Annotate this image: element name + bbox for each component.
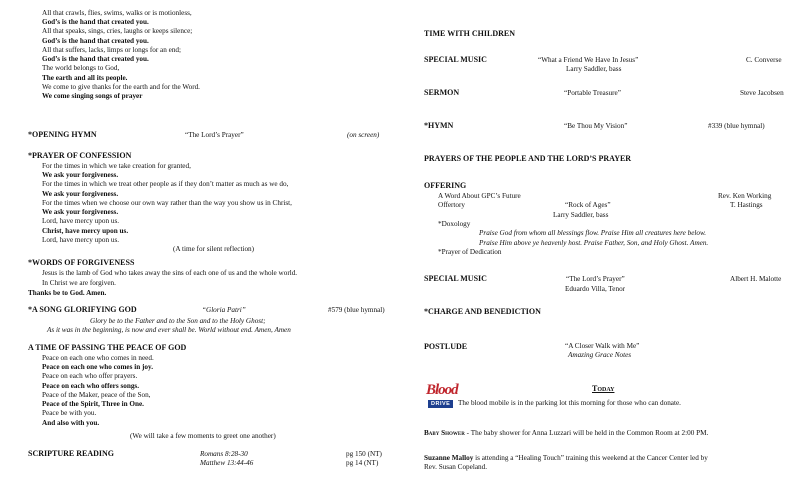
malloy-announcement [424, 454, 708, 463]
scripture-ref: Romans 8:28-30 [200, 450, 248, 458]
gloria-heading: *A SONG GLORIFYING GOD [28, 305, 137, 314]
peace-response: And also with you. [42, 418, 100, 427]
blood-drive-logo [426, 383, 458, 413]
peace-litany [42, 354, 154, 428]
peace-line: Peace on each who offer prayers. [42, 372, 138, 381]
confession-line: For the times in which we treat other people as if they don’t matter as much as we do, [42, 180, 289, 189]
scripture-page: pg 150 (NT) [346, 450, 382, 458]
special-music-performer: Larry Saddler, bass [566, 65, 622, 73]
special-music-heading: SPECIAL MUSIC [424, 55, 487, 64]
special-music-2-performer: Eduardo Villa, Tenor [565, 285, 626, 293]
offering-word: A Word About GPC’s Future [438, 192, 521, 200]
silent-reflection-note: (A time for silent reflection) [173, 245, 255, 253]
offering-heading: OFFERING [424, 181, 467, 190]
litany-response: God’s is the hand that created you. [42, 55, 149, 64]
peace-line: Peace of the Maker, peace of the Son, [42, 390, 151, 399]
forgiveness-line: Jesus is the lamb of God who takes away the sins of each one of us and the whole world. [42, 269, 298, 277]
forgiveness-heading: *WORDS OF FORGIVENESS [28, 258, 135, 267]
malloy-text-continued: Rev. Susan Copeland. [424, 463, 488, 471]
blood-drive-note: The blood mobile is in the parking lot this morning for those who can donate. [458, 399, 681, 407]
scripture-page: pg 14 (NT) [346, 459, 379, 467]
today-heading: Today [592, 384, 615, 393]
prayers-heading: PRAYERS OF THE PEOPLE AND THE LORD’S PRAYER [424, 154, 632, 163]
litany-line: We come to give thanks for the earth and for the Word. [42, 82, 200, 91]
litany-line: The world belongs to God, [42, 64, 120, 73]
offertory-composer: T. Hastings [730, 201, 763, 209]
hymn-number [708, 122, 765, 131]
gloria-line: Glory be to the Father and to the Son and to the Holy Ghost; [90, 317, 266, 325]
postlude-heading: POSTLUDE [424, 342, 468, 351]
gloria-line: As it was in the beginning, is now and ever shall be. World without end. Amen, Amen [47, 326, 291, 334]
forgiveness-response: Thanks be to God. Amen. [28, 289, 107, 297]
special-music-2-heading: SPECIAL MUSIC [424, 274, 487, 283]
special-music-composer: C. Converse [746, 56, 782, 64]
malloy-name: Suzanne Malloy [424, 454, 474, 462]
doxology-label: *Doxology [438, 220, 471, 228]
peace-note: (We will take a few moments to greet one another) [130, 432, 276, 440]
opening-hymn-title: “The Lord’s Prayer” [185, 131, 244, 139]
opening-hymn-note: (on screen) [347, 131, 380, 139]
litany-response: We come singing songs of prayer [42, 91, 143, 100]
blood-drive-logo-tag: DRIVE [428, 400, 453, 408]
confession-heading: *PRAYER OF CONFESSION [28, 151, 132, 160]
sermon-preacher: Steve Jacobsen [740, 89, 784, 97]
offering-word-speaker: Rev. Ken Working [718, 192, 772, 200]
gloria-title: “Gloria Patri” [202, 306, 246, 314]
peace-response: Peace on each one who comes in joy. [42, 363, 153, 372]
gloria-hymn-number: #579 (blue hymnal) [328, 306, 385, 314]
postlude-performer: Amazing Grace Notes [568, 351, 632, 359]
hymn-title: “Be Thou My Vision” [564, 122, 628, 130]
postlude-title: “A Closer Walk with Me” [565, 342, 640, 350]
confession-response: We ask your forgiveness. [42, 189, 119, 198]
offertory-performer: Larry Saddler, bass [553, 211, 609, 219]
doxology-line: Praise God from whom all blessings flow. Praise Him all creatures here below. [479, 229, 707, 237]
confession-line: For the times when we choose our own way rather than the way you show us in Christ, [42, 198, 292, 207]
doxology-line: Praise Him above ye heavenly host. Praise Father, Son, and Holy Ghost. Amen. [479, 239, 709, 247]
litany-line: All that suffers, lacks, limps or longs for an end; [42, 45, 182, 54]
confession-prayer [42, 162, 292, 245]
peace-heading: A TIME OF PASSING THE PEACE OF GOD [28, 343, 187, 352]
confession-response: Christ, have mercy upon us. [42, 226, 129, 235]
confession-line: Lord, have mercy upon us. [42, 235, 120, 244]
blood-drive-logo-word: Blood [426, 382, 458, 398]
forgiveness-line: In Christ we are forgiven. [42, 279, 116, 287]
hymn-number-text: #339 (blue hymnal) [708, 122, 765, 130]
scripture-heading: SCRIPTURE READING [28, 449, 115, 458]
litany-response: God’s is the hand that created you. [42, 18, 149, 27]
sermon-heading: SERMON [424, 88, 460, 97]
special-music-title: “What a Friend We Have In Jesus” [538, 56, 639, 64]
opening-hymn-heading: *OPENING HYMN [28, 130, 97, 139]
baby-shower-title: Baby Shower [424, 429, 465, 437]
litany-line: All that crawls, flies, swims, walks or is motionless, [42, 9, 192, 17]
peace-line: Peace on each one who comes in need. [42, 354, 154, 362]
confession-response: We ask your forgiveness. [42, 171, 119, 180]
litany-response: God’s is the hand that created you. [42, 36, 149, 45]
offertory-label: Offertory [438, 201, 466, 209]
children-heading: TIME WITH CHILDREN [424, 29, 515, 38]
confession-line: For the times in which we take creation for granted, [42, 162, 191, 170]
peace-line: Peace be with you. [42, 409, 97, 418]
baby-shower-announcement [424, 429, 708, 438]
sermon-title: “Portable Treasure” [564, 89, 621, 97]
baby-shower-text: - The baby shower for Anna Luzzari will be held in the Common Room at 2:00 PM. [464, 429, 709, 437]
charge-heading: *CHARGE AND BENEDICTION [424, 307, 541, 316]
dedication-label: *Prayer of Dedication [438, 248, 502, 256]
peace-response: Peace of the Spirit, Three in One. [42, 400, 144, 409]
hymn-heading: *HYMN [424, 121, 454, 130]
scripture-ref: Matthew 13:44-46 [200, 459, 254, 467]
litany-line: All that speaks, sings, cries, laughs or keeps silence; [42, 27, 193, 36]
opening-litany [42, 9, 200, 101]
special-music-2-composer: Albert H. Malotte [730, 275, 782, 283]
peace-response: Peace on each who offers songs. [42, 381, 140, 390]
special-music-2-title: “The Lord’s Prayer” [566, 275, 625, 283]
malloy-text: is attending a “Healing Touch” training this weekend at the Cancer Center led by [473, 454, 708, 462]
confession-line: Lord, have mercy upon us. [42, 217, 120, 226]
litany-response: The earth and all its people. [42, 73, 128, 82]
confession-response: We ask your forgiveness. [42, 208, 119, 217]
offertory-title: “Rock of Ages” [565, 201, 611, 209]
